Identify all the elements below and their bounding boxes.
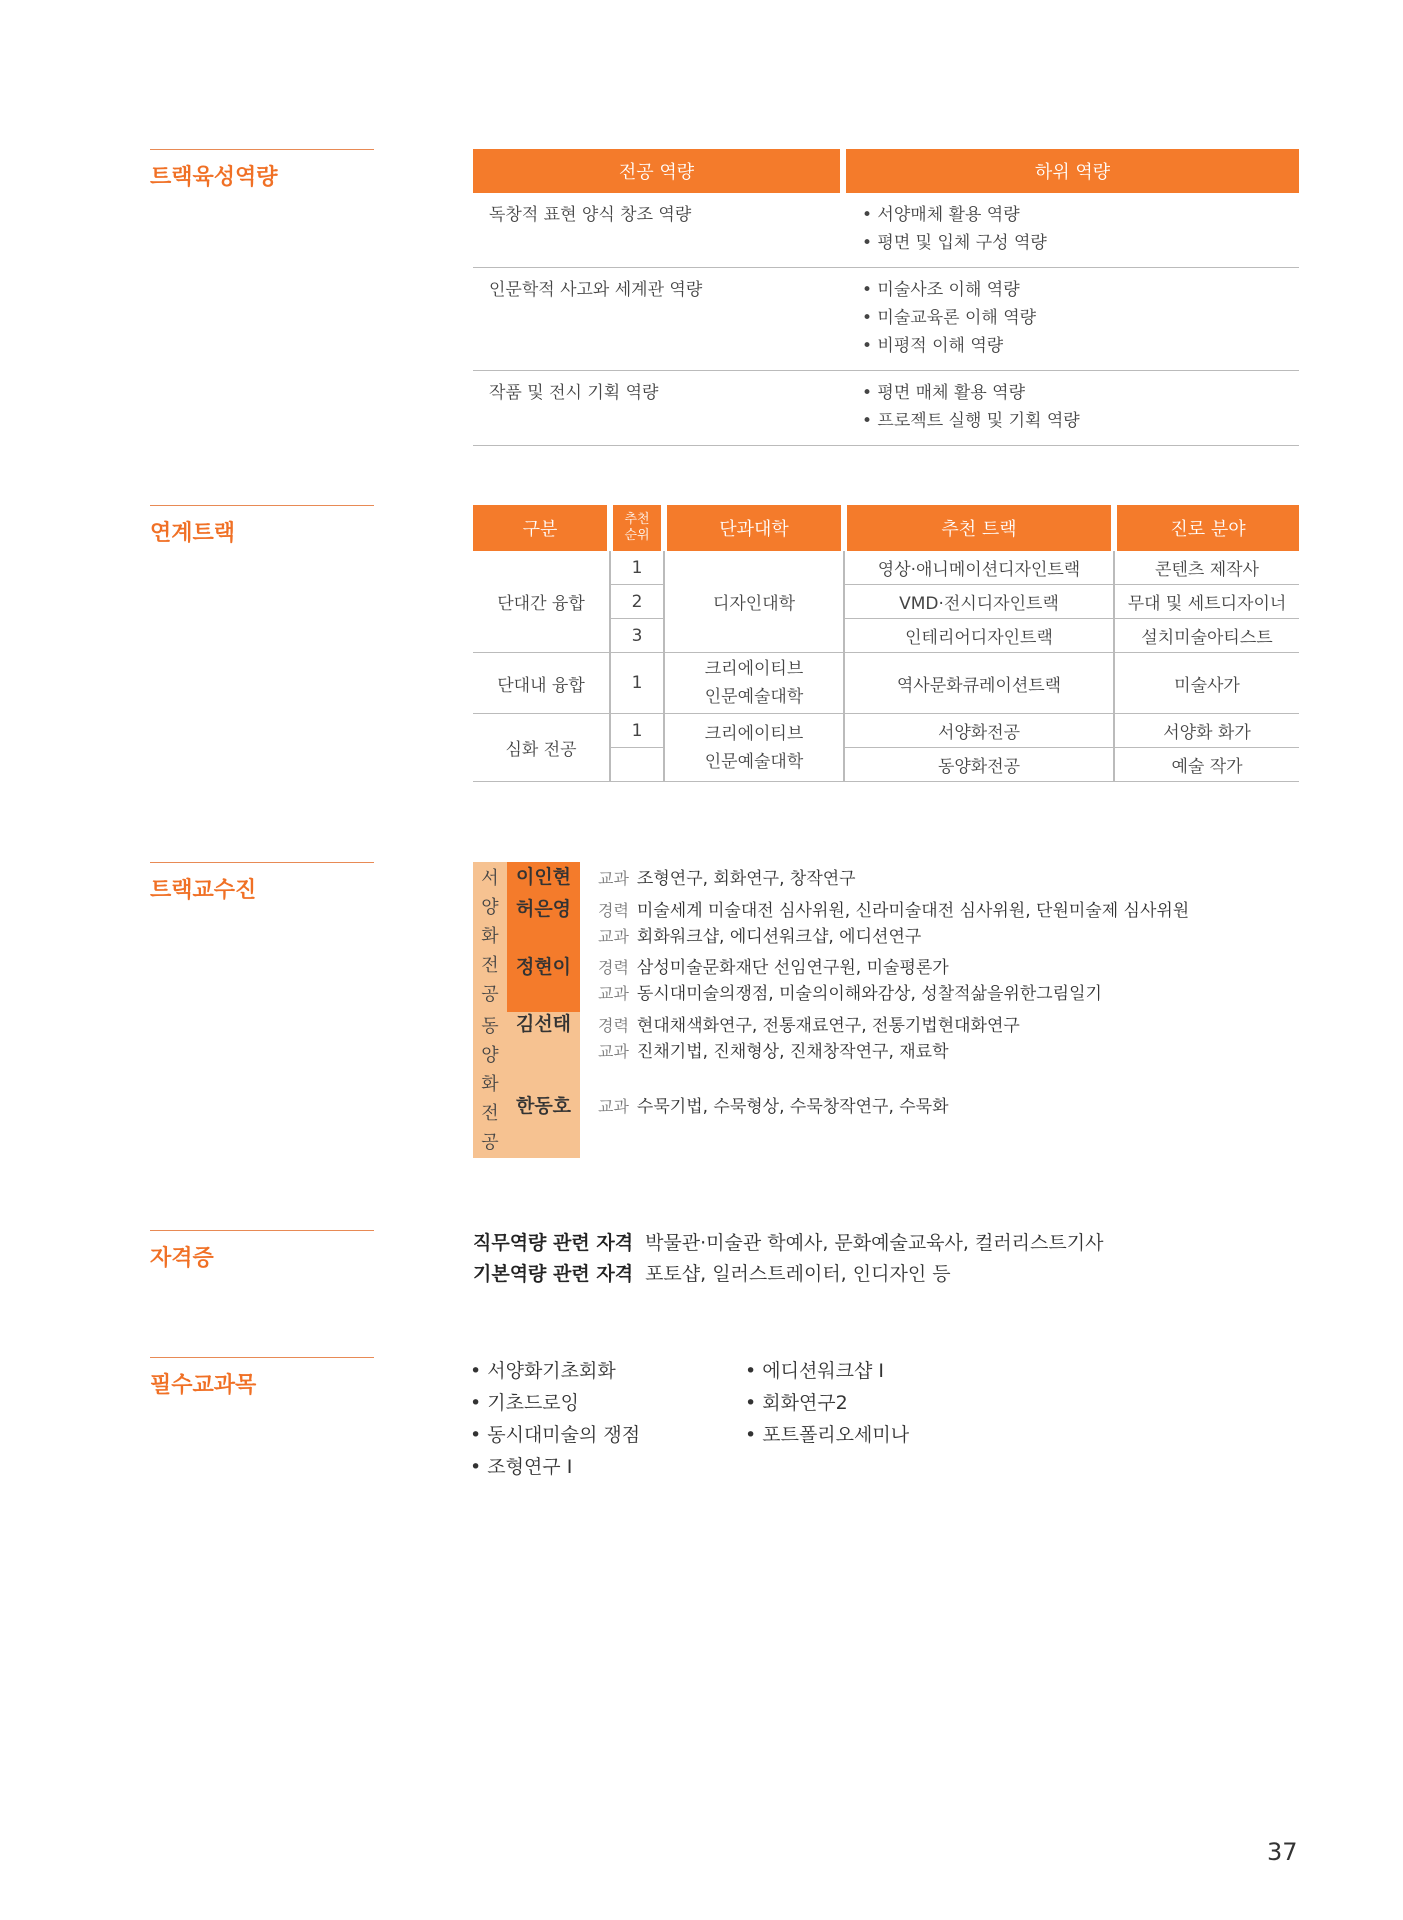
professor-detail: 경력 삼성미술문화재단 선임연구원, 미술평론가 xyxy=(598,958,949,978)
table-row xyxy=(473,268,1299,371)
track-cell: 동양화전공 xyxy=(844,748,1114,782)
certificate-row xyxy=(473,1228,1103,1255)
track-cell: 서양화전공 xyxy=(844,714,1114,748)
sub-competency: • 프로젝트 실행 및 기획 역량 xyxy=(862,411,1080,431)
major-competency: 인문학적 사고와 세계관 역량 xyxy=(473,268,840,371)
professor-name: 정현이 xyxy=(515,956,572,978)
course-item: • 서양화기초회화 xyxy=(470,1360,616,1382)
professor-name: 이인현 xyxy=(515,866,572,888)
professor-name: 허은영 xyxy=(515,898,572,920)
professor-detail: 경력 미술세계 미술대전 심사위원, 신라미술대전 심사위원, 단원미술제 심사위원 xyxy=(598,901,1190,921)
college-cell: 디자인대학 xyxy=(664,551,844,653)
professor-detail: 교과 회화워크샵, 에디션워크샵, 에디션연구 xyxy=(598,927,922,947)
certificate-label: 직무역량 관련 자격 xyxy=(473,1232,634,1254)
section-label-required-courses: 필수교과목 xyxy=(150,1357,374,1399)
section-label-competency: 트랙육성역량 xyxy=(150,149,374,191)
track-cell: 영상·애니메이션디자인트랙 xyxy=(844,551,1114,585)
career-cell: 무대 및 세트디자이너 xyxy=(1114,585,1299,619)
header-college: 단과대학 xyxy=(664,505,844,551)
rank-cell: 1 xyxy=(610,714,664,748)
college-line2: 인문예술대학 xyxy=(704,687,804,707)
professor-detail: 교과 수묵기법, 수묵형상, 수묵창작연구, 수묵화 xyxy=(598,1097,949,1117)
college-cell xyxy=(664,714,844,782)
table-row xyxy=(473,551,1299,585)
professor-name: 한동호 xyxy=(515,1095,572,1117)
course-item: • 회화연구2 xyxy=(745,1392,848,1414)
table-row xyxy=(473,714,1299,748)
professor-detail: 교과 동시대미술의쟁점, 미술의이해와감상, 성찰적삶을위한그림일기 xyxy=(598,984,1102,1004)
faculty-block xyxy=(473,862,1303,1158)
header-career: 진로 분야 xyxy=(1114,505,1299,551)
category-cell: 단대내 융합 xyxy=(473,653,610,714)
professor-name: 김선태 xyxy=(515,1013,572,1035)
sub-competency: • 미술사조 이해 역량 xyxy=(862,280,1020,300)
college-line1: 크리에이티브 xyxy=(704,723,804,744)
course-item: • 에디션워크샵 I xyxy=(745,1360,885,1382)
professor-detail: 교과 진채기법, 진채형상, 진채창작연구, 재료학 xyxy=(598,1042,949,1062)
certificate-text: 박물관·미술관 학예사, 문화예술교육사, 컬러리스트기사 xyxy=(645,1232,1104,1254)
rank-cell: 3 xyxy=(610,619,664,653)
track-cell: 역사문화큐레이션트랙 xyxy=(844,653,1114,714)
sub-competency: • 평면 매체 활용 역량 xyxy=(862,383,1026,403)
section-label-faculty: 트랙교수진 xyxy=(150,862,374,904)
competency-table xyxy=(473,149,1299,446)
career-cell: 서양화 화가 xyxy=(1114,714,1299,748)
linked-track-table xyxy=(473,505,1299,782)
table-row xyxy=(473,653,1299,714)
college-line1: 크리에이티브 xyxy=(704,659,804,679)
certificate-text: 포토샵, 일러스트레이터, 인디자인 등 xyxy=(645,1263,951,1285)
header-rank-line2: 순위 xyxy=(624,528,650,543)
sub-competency: • 미술교육론 이해 역량 xyxy=(862,308,1037,328)
page-number: 37 xyxy=(1267,1838,1298,1866)
course-item: • 기초드로잉 xyxy=(470,1392,580,1414)
table-row xyxy=(473,371,1299,446)
sub-competency: • 비평적 이해 역량 xyxy=(862,336,1004,356)
track-cell: 인테리어디자인트랙 xyxy=(844,619,1114,653)
career-cell: 설치미술아티스트 xyxy=(1114,619,1299,653)
major-competency: 작품 및 전시 기획 역량 xyxy=(473,371,840,446)
header-sub-competency: 하위 역량 xyxy=(846,149,1299,193)
certificate-row xyxy=(473,1259,951,1286)
course-item: • 동시대미술의 쟁점 xyxy=(470,1424,641,1446)
rank-cell: 2 xyxy=(610,585,664,619)
rank-cell: 1 xyxy=(610,551,664,585)
professor-detail: 교과 조형연구, 회화연구, 창작연구 xyxy=(598,869,856,889)
rank-cell xyxy=(610,748,664,782)
section-label-linked-track: 연계트랙 xyxy=(150,505,374,547)
category-cell: 단대간 융합 xyxy=(473,551,610,653)
college-cell xyxy=(664,653,844,714)
sub-competency: • 서양매체 활용 역량 xyxy=(862,205,1020,225)
career-cell: 콘텐츠 제작사 xyxy=(1114,551,1299,585)
college-line2: 인문예술대학 xyxy=(704,751,804,772)
category-cell: 심화 전공 xyxy=(473,714,610,782)
header-major-competency: 전공 역량 xyxy=(473,149,840,193)
track-cell: VMD·전시디자인트랙 xyxy=(844,585,1114,619)
course-item: • 포트폴리오세미나 xyxy=(745,1424,910,1446)
section-label-certificate: 자격증 xyxy=(150,1230,374,1272)
rank-cell: 1 xyxy=(610,653,664,714)
major-competency: 독창적 표현 양식 창조 역량 xyxy=(473,193,840,268)
header-category: 구분 xyxy=(473,505,610,551)
major-label-western: 서 양 화 전 공 xyxy=(473,862,507,1012)
course-item: • 조형연구 I xyxy=(470,1456,573,1478)
header-rank-line1: 추천 xyxy=(624,512,650,527)
header-recommended-track: 추천 트랙 xyxy=(844,505,1114,551)
certificate-label: 기본역량 관련 자격 xyxy=(473,1263,634,1285)
sub-competency: • 평면 및 입체 구성 역량 xyxy=(862,233,1047,253)
header-rank xyxy=(610,505,664,551)
professor-detail: 경력 현대채색화연구, 전통재료연구, 전통기법현대화연구 xyxy=(598,1016,1020,1036)
table-row xyxy=(473,193,1299,268)
career-cell: 미술사가 xyxy=(1114,653,1299,714)
career-cell: 예술 작가 xyxy=(1114,748,1299,782)
major-label-eastern: 동 양 화 전 공 xyxy=(473,1012,507,1158)
